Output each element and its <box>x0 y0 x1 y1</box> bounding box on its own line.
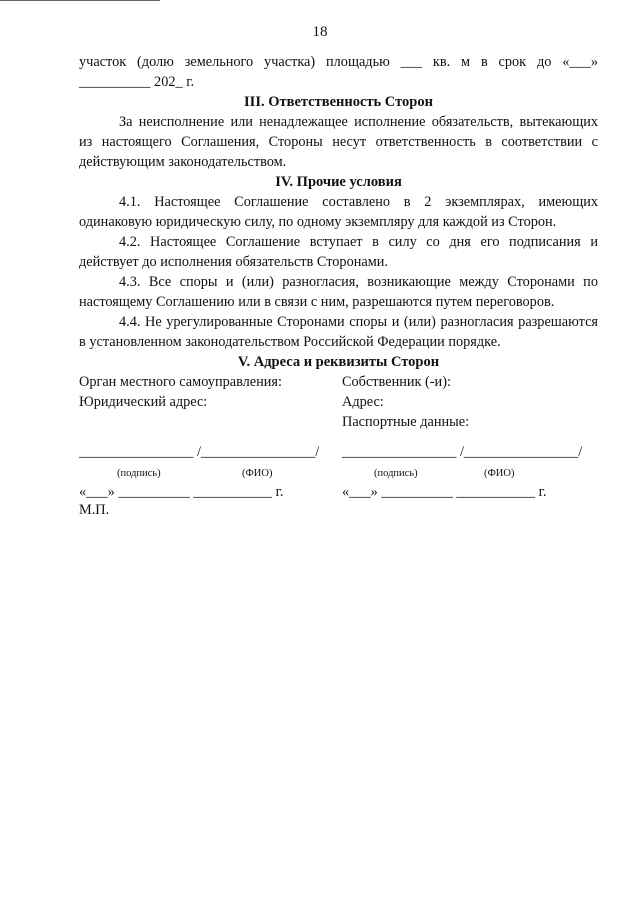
stamp-place: М.П. <box>79 502 110 518</box>
clause-4-1: 4.1. Настоящее Соглашение составлено в 2 экземплярах, имеющих одинаковую юридическую силу, по одному экземпляру для каждой из Сторон. <box>79 194 598 230</box>
clause-4-3: 4.3. Все споры и (или) разногласия, возникающие между Сторонами по настоящему Соглашению или в связи с ним, разрешаются путем переговоров. <box>79 274 598 310</box>
authority-column <box>79 372 320 518</box>
owner-date-line: «___» __________ ___________ г. <box>342 484 547 500</box>
owner-column <box>342 372 583 500</box>
authority-signature-caption: (подпись) <box>117 468 161 479</box>
section-5-title: V. Адреса и реквизиты Сторон <box>237 354 440 370</box>
owner-name-caption: (ФИО) <box>484 468 515 479</box>
passport-data-label: Паспортные данные: <box>342 414 470 430</box>
section-3-text: За неисполнение или ненадлежащее исполнение обязательств, вытекающих из настоящего Соглашения, Стороны несут ответственность в соответствии с действующим законодательством. <box>79 114 598 170</box>
authority-date-line: «___» __________ ___________ г. <box>79 484 284 500</box>
owner-signature-caption: (подпись) <box>374 468 418 479</box>
document-body <box>79 52 598 518</box>
section-4-title: IV. Прочие условия <box>275 174 402 190</box>
intro-line-2: __________ 202_ г. <box>79 74 195 90</box>
legal-address-label: Юридический адрес: <box>79 394 208 410</box>
clause-4-4: 4.4. Не урегулированные Сторонами споры и (или) разногласия разрешаются в установленном законодательством Российской Федерации порядке. <box>79 314 598 350</box>
owner-address-label: Адрес: <box>342 394 384 410</box>
intro-line-1: участок (долю земельного участка) площадью ___ кв. м в срок до «___» <box>79 54 598 70</box>
authority-signature-line: ________________ /________________/ <box>79 444 320 460</box>
owner-signature-line: ________________ /________________/ <box>342 444 583 460</box>
authority-name-caption: (ФИО) <box>242 468 273 479</box>
owner-label: Собственник (-и): <box>342 374 451 390</box>
top-divider <box>0 0 160 1</box>
page-number: 18 <box>312 24 328 40</box>
clause-4-2: 4.2. Настоящее Соглашение вступает в силу со дня его подписания и действует до исполнения обязательств Сторонами. <box>79 234 598 270</box>
section-3-title: III. Ответственность Сторон <box>244 94 433 110</box>
requisites-block <box>79 372 598 518</box>
authority-label: Орган местного самоуправления: <box>79 374 282 390</box>
